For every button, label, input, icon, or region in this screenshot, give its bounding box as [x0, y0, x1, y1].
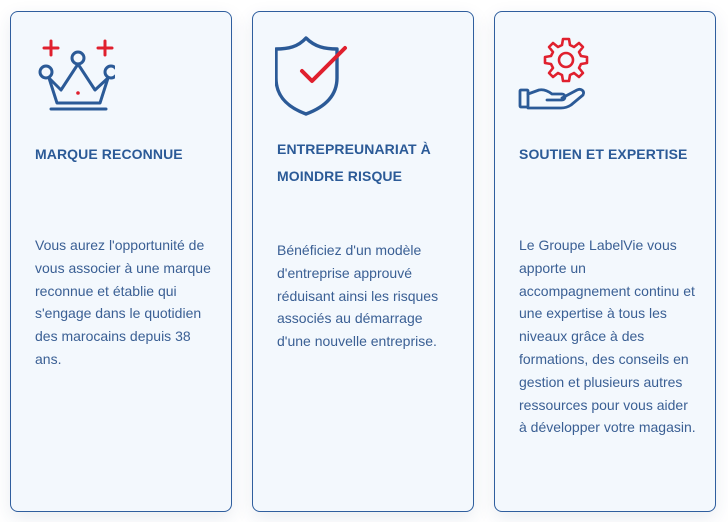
feature-card-risk	[252, 11, 474, 512]
feature-card-support	[494, 11, 716, 512]
card-title: SOUTIEN ET EXPERTISE	[519, 146, 688, 162]
card-title: MARQUE RECONNUE	[35, 146, 183, 162]
hand-gear-icon	[517, 34, 599, 116]
card-text: Vous aurez l'opportunité de vous associer à une marque reconnue et établie qui s'engage dans le quotidien des marocains depuis 38 ans.	[35, 237, 211, 367]
feature-card-brand	[10, 11, 232, 512]
shield-check-icon	[275, 34, 357, 116]
card-title: ENTREPREUNARIAT À MOINDRE RISQUE	[277, 141, 431, 184]
card-text: Bénéficiez d'un modèle d'entreprise approuvé réduisant ainsi les risques associés au démarrage d'une nouvelle entreprise.	[277, 242, 439, 350]
crown-icon	[33, 34, 115, 116]
card-text: Le Groupe LabelVie vous apporte un accompagnement continu et une expertise à tous les niveaux grâce à des formations, des conseils en gestion et plusieurs autres ressources pour vous aider à développer votre magasin.	[519, 237, 696, 436]
